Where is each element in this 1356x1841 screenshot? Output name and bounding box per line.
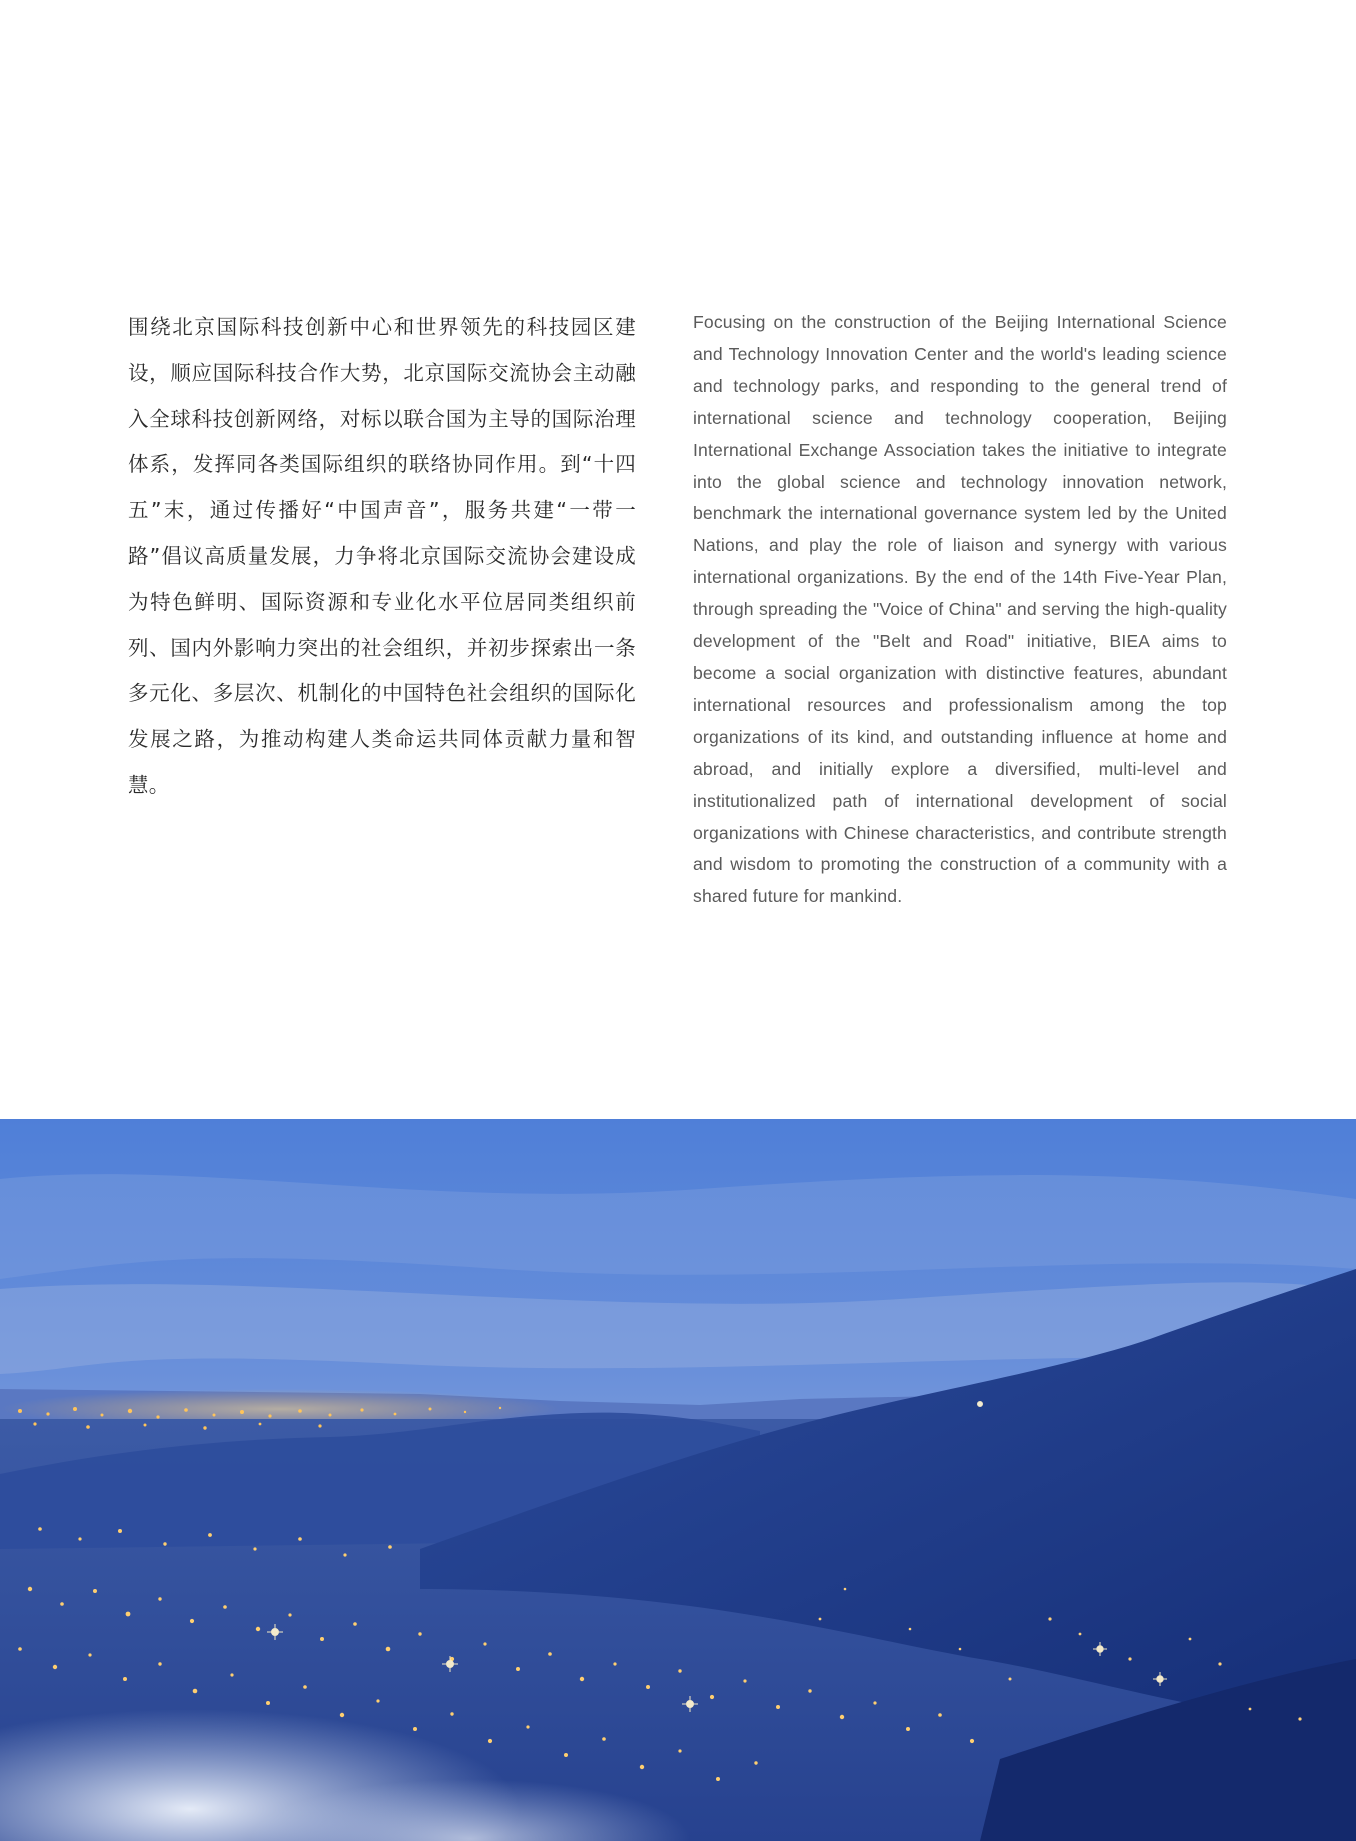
city-night-valley-photo (0, 1119, 1356, 1841)
intro-text-chinese: 围绕北京国际科技创新中心和世界领先的科技园区建设，顺应国际科技合作大势，北京国际交流协会主动融入全球科技创新网络，对标以联合国为主导的国际治理体系，发挥同各类国际组织的联络协同作用。到“十四五”末，通过传播好“中国声音”，服务共建“一带一路”倡议高质量发展，力争将北京国际交流协会建设成为特色鲜明、国际资源和专业化水平位居同类组织前列、国内外影响力突出的社会组织，并初步探索出一条多元化、多层次、机制化的中国特色社会组织的国际化发展之路，为推动构建人类命运共同体贡献力量和智慧。 (128, 315, 636, 797)
intro-text-english: Focusing on the construction of the Beijing International Science and Technology Innovation Center and the world's leading science and technology parks, and responding to the general trend of international science and technology cooperation, Beijing International Exchange Association takes the initiative to integrate into the global science and technology innovation network, benchmark the international governance system led by the United Nations, and play the role of liaison and synergy with various international organizations. By the end of the 14th Five-Year Plan, through spreading the "Voice of China" and serving the high-quality development of the "Belt and Road" initiative, BIEA aims to become a social organization with distinctive features, abundant international resources and professionalism among the top organizations of its kind, and outstanding influence at home and abroad, and initially explore a diversified, multi-level and institutionalized path of international development of social organizations with Chinese characteristics, and contribute strength and wisdom to promoting the construction of a community with a shared future for mankind. (693, 312, 1227, 907)
